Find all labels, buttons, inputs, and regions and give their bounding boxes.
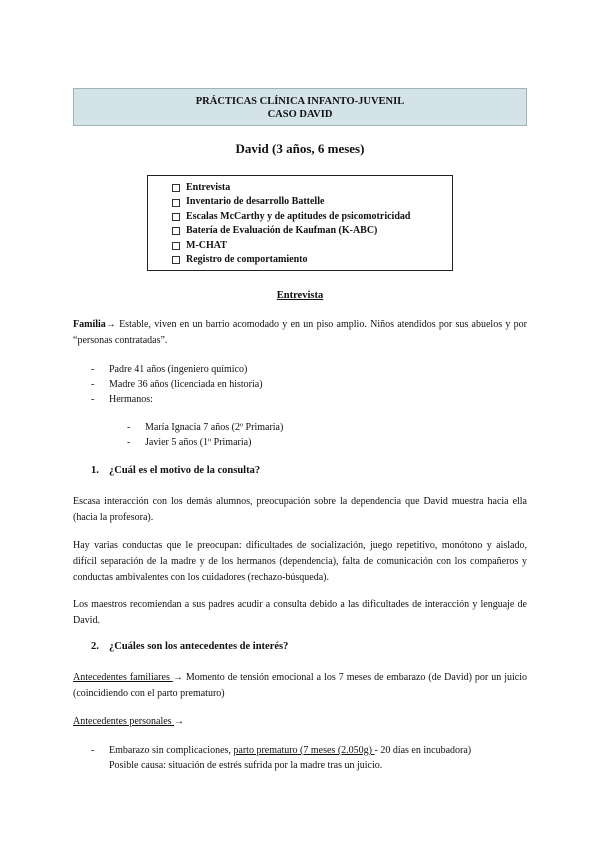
checklist-item[interactable]: Entrevista <box>172 181 452 195</box>
checklist-item[interactable]: Inventario de desarrollo Battelle <box>172 195 452 209</box>
paragraph: Escasa interacción con los demás alumnos, preocupación sobre la dependencia que David muestra hacia ella (hacia la profesora). <box>73 496 527 523</box>
paragraph: Los maestros recomiendan a sus padres acudir a consulta debido a las dificultades de interacción y lenguaje de David. <box>73 599 527 626</box>
family-history-paragraph: Antecedentes familiares → Momento de tensión emocional a los 7 meses de embarazo (de David) por un juicio (coincidiendo con el parto prematuro) <box>73 672 527 699</box>
question-heading: 2. ¿Cuáles son los antecedentes de interés? <box>91 641 289 652</box>
checkbox-icon[interactable] <box>172 184 180 192</box>
title-banner <box>73 88 527 126</box>
paragraph: Hay varias conductas que le preocupan: dificultades de socialización, juego repetitivo, monótono y aislado, difícil separación de la madre y de los hermanos (dependencia), falta de comunicación con los compañeros y conductas ambivalentes con los cuidadores (rechazo-búsqueda). <box>73 540 527 583</box>
list-item: - Hermanos: <box>91 394 153 405</box>
checkbox-icon[interactable] <box>172 227 180 235</box>
checkbox-icon[interactable] <box>172 199 180 207</box>
checkbox-icon[interactable] <box>172 213 180 221</box>
list-item: - María Ignacia 7 años (2º Primaria) <box>127 422 284 433</box>
checklist-item[interactable]: Batería de Evaluación de Kaufman (K-ABC) <box>172 224 452 238</box>
checklist-item[interactable]: Escalas McCarthy y de aptitudes de psicomotricidad <box>172 210 452 224</box>
list-item: - Padre 41 años (ingeniero químico) <box>91 364 248 375</box>
checkbox-icon[interactable] <box>172 242 180 250</box>
list-item: - Javier 5 años (1º Primaria) <box>127 437 252 448</box>
list-item-continuation: Posible causa: situación de estrés sufrida por la madre tras un juicio. <box>109 760 383 771</box>
case-subject: David (3 años, 6 meses) <box>235 141 365 156</box>
checkbox-icon[interactable] <box>172 256 180 264</box>
checklist-item[interactable]: M-CHAT <box>172 239 452 253</box>
checklist-item[interactable]: Registro de comportamiento <box>172 253 452 267</box>
list-item: - Embarazo sin complicaciones, parto prematuro (7 meses (2.050g) - 20 días en incubadora) <box>91 745 472 756</box>
list-item: - Madre 36 años (licenciada en historia) <box>91 379 263 390</box>
personal-history-label: Antecedentes personales → <box>73 716 185 727</box>
family-paragraph: Familia→ Estable, viven en un barrio acomodado y en un piso amplio. Niños atendidos por sus abuelos y por “personas contratadas”. <box>73 319 527 346</box>
title-line-2: CASO DAVID <box>267 109 333 120</box>
section-title: Entrevista <box>276 290 324 301</box>
title-line-1: PRÁCTICAS CLÍNICA INFANTO-JUVENIL <box>195 96 405 107</box>
evaluation-checklist <box>147 175 453 271</box>
question-heading: 1. ¿Cuál es el motivo de la consulta? <box>91 465 261 476</box>
